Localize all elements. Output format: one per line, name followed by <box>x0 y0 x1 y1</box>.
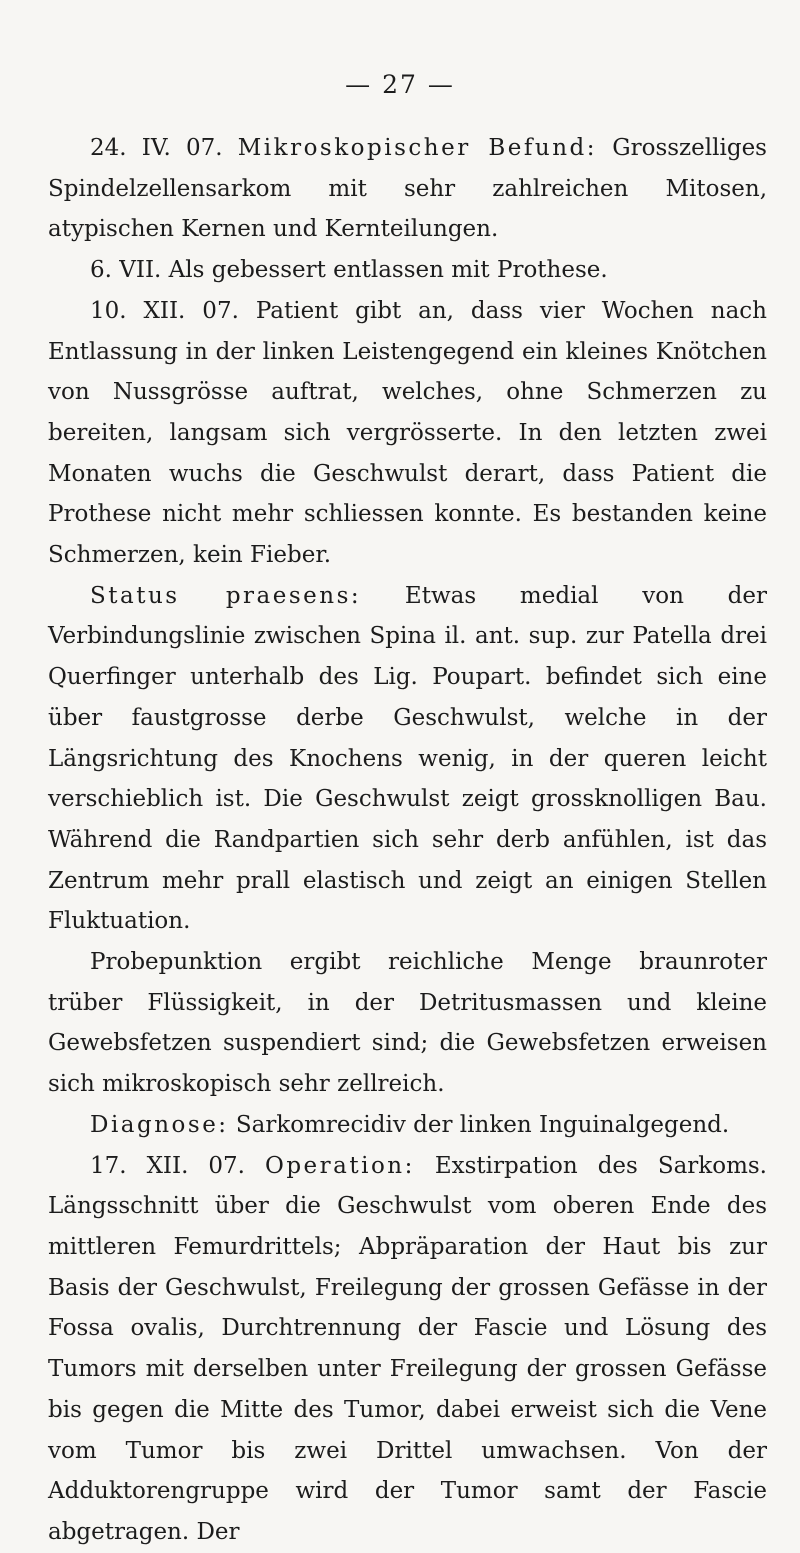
paragraph-diagnosis <box>48 1105 767 1146</box>
body-text <box>48 128 767 1553</box>
section-label-microscopic-finding: Mikroskopischer Befund: <box>237 135 598 161</box>
paragraph-microscopic-finding <box>48 128 767 250</box>
paragraph-text: Grosszelliges Spindelzellensarkom mit sehr zahlreichen Mitosen, atypischen Kernen und Kernteilungen. <box>48 135 767 243</box>
paragraph-text: 10. XII. 07. Patient gibt an, dass vier Wochen nach Entlassung in der linken Leistengegend ein kleines Knötchen von Nussgrösse auftrat, welches, ohne Schmerzen zu bereiten, langsam sich vergrösserte. In den letzten zwei Monaten wuchs die Geschwulst derart, dass Patient die Prothese nicht mehr schliessen konnte. Es bestanden keine Schmerzen, kein Fieber. <box>48 297 767 569</box>
paragraph-text: Probepunktion ergibt reichliche Menge braunroter trüber Flüssigkeit, in der Detritusmassen und kleine Gewebsfetzen suspendiert sind; die Gewebsfetzen erweisen sich mikroskopisch sehr zellreich. <box>48 949 767 1098</box>
section-label-operation: Operation: <box>264 1152 415 1179</box>
paragraph-recurrence-history <box>48 291 767 576</box>
paragraph-operation <box>48 1146 767 1553</box>
date-lead: 24. IV. 07. <box>90 135 238 161</box>
paragraph-text: Exstirpation des Sarkoms. Längsschnitt über die Geschwulst vom oberen Ende des mittleren Femurdrittels; Abpräparation der Haut bis zur Basis der Geschwulst, Freilegung der grossen Gefässe in der Fossa ovalis, Durchtrennung der Fascie und Lösung des Tumors mit derselben unter Freilegung der grossen Gefässe bis gegen die Mitte des Tumor, dabei erweist sich die Vene vom Tumor bis zwei Drittel umwachsen. Von der Adduktorengruppe wird der Tumor samt der Fascie abgetragen. Der <box>48 1152 767 1545</box>
paragraph-puncture <box>48 942 767 1105</box>
paragraph-text: Sarkomrecidiv der linken Inguinalgegend. <box>228 1111 730 1138</box>
date-lead: 17. XII. 07. <box>90 1152 265 1179</box>
page-number: — 27 — <box>345 70 455 99</box>
paragraph-text: 6. VII. Als gebessert entlassen mit Prothese. <box>90 257 608 284</box>
paragraph-discharge <box>48 250 767 291</box>
paragraph-status-praesens <box>48 576 767 942</box>
paragraph-text: Etwas medial von der Verbindungslinie zwischen Spina il. ant. sup. zur Patella drei Querfinger unterhalb des Lig. Poupart. befindet sich eine über faustgrosse derbe Geschwulst, welche in der Längsrichtung des Knochens wenig, in der queren leicht verschieblich ist. Die Geschwulst zeigt grossknolligen Bau. Während die Randpartien sich sehr derb anfühlen, ist das Zentrum mehr prall elastisch und zeigt an einigen Stellen Fluktuation. <box>48 582 767 935</box>
section-label-status-praesens: Status praesens: <box>90 582 362 609</box>
section-label-diagnosis: Diagnose: <box>90 1111 229 1138</box>
